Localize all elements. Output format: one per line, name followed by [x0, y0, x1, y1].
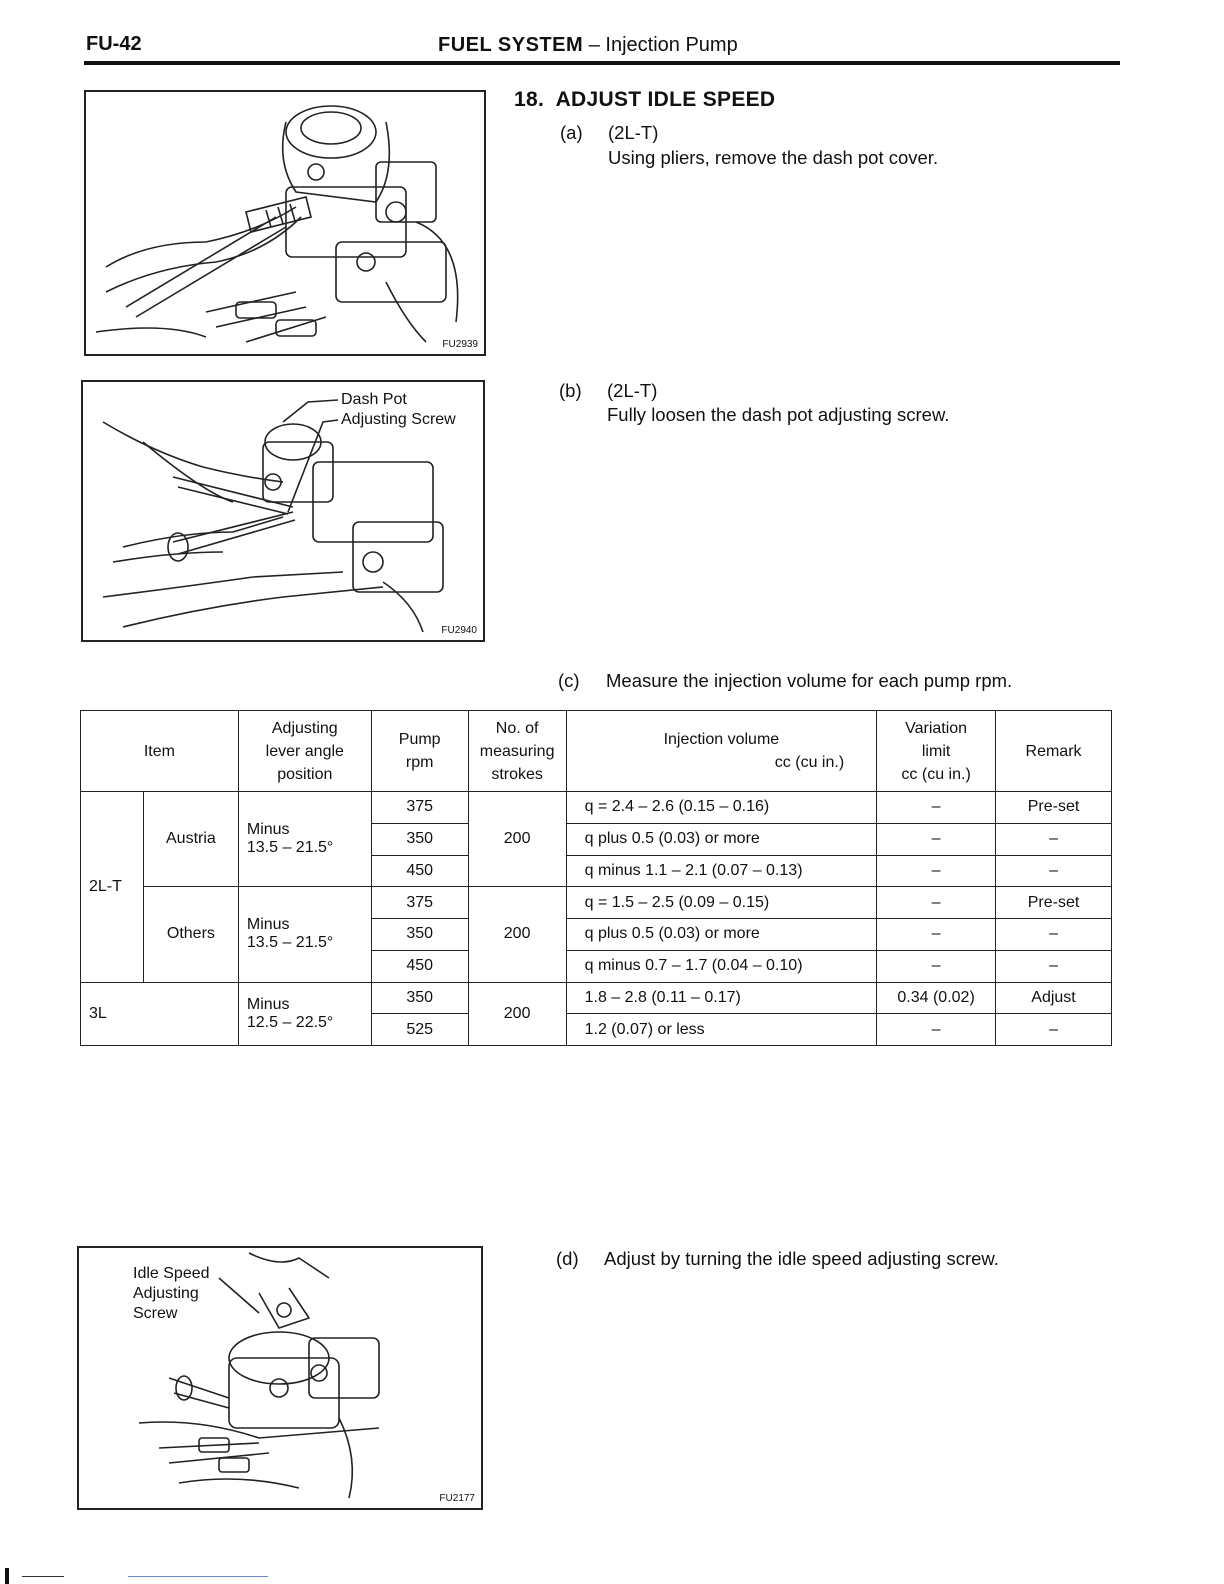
dash-pot-label-line2: Adjusting Screw — [341, 411, 456, 428]
variation-cell: – — [877, 855, 996, 887]
remark-cell: Adjust — [996, 982, 1112, 1014]
variation-cell: – — [877, 792, 996, 824]
header-variation-line3: cc (cu in.) — [901, 765, 971, 783]
idle-screw-label — [133, 1264, 210, 1324]
model-3l: 3L — [81, 982, 239, 1046]
header-volume-line2: cc (cu in.) — [774, 754, 845, 771]
remark-cell: – — [996, 823, 1112, 855]
remark-cell: – — [996, 855, 1112, 887]
rpm-cell: 375 — [371, 887, 468, 919]
header-strokes-line2: measuring — [479, 742, 555, 760]
substep-c-text: Measure the injection volume for each pump rpm. — [606, 670, 1013, 691]
table-row — [81, 982, 1112, 1014]
substep-a-model: (2L-T) — [608, 122, 659, 143]
title-dash: – — [588, 34, 600, 56]
substep-d-text: Adjust by turning the idle speed adjusting screw. — [604, 1248, 999, 1269]
header-injection-volume — [566, 711, 877, 792]
dash-pot-label — [341, 390, 456, 430]
pump-pliers-illustration — [86, 92, 484, 354]
volume-cell: q plus 0.5 (0.03) or more — [566, 823, 877, 855]
remark-cell: – — [996, 950, 1112, 982]
remark-cell: – — [996, 1014, 1112, 1046]
figure-idle-speed-screw — [77, 1246, 483, 1510]
strokes-austria: 200 — [468, 792, 566, 887]
rpm-cell: 350 — [371, 823, 468, 855]
injection-volume-table — [80, 710, 1112, 1046]
rpm-cell: 450 — [371, 855, 468, 887]
angle-3l — [238, 982, 371, 1046]
volume-cell: q = 2.4 – 2.6 (0.15 – 0.16) — [566, 792, 877, 824]
figure-code: FU2939 — [442, 339, 478, 350]
idle-screw-label-line2: Adjusting — [133, 1285, 199, 1302]
header-pump-rpm — [371, 711, 468, 792]
header-volume-line1: Injection volume — [663, 731, 780, 748]
angle-others-line2: 13.5 – 21.5° — [246, 934, 334, 952]
remark-cell: – — [996, 919, 1112, 951]
angle-austria — [238, 792, 371, 887]
remark-cell: Pre-set — [996, 887, 1112, 919]
figure-code: FU2940 — [441, 625, 477, 636]
substep-a-text: Using pliers, remove the dash pot cover. — [608, 147, 939, 168]
volume-cell: q minus 0.7 – 1.7 (0.04 – 0.10) — [566, 950, 877, 982]
variation-cell: – — [877, 950, 996, 982]
strokes-others: 200 — [468, 887, 566, 982]
rpm-cell: 350 — [371, 982, 468, 1014]
scan-line-blue — [128, 1576, 268, 1577]
idle-screw-label-line1: Idle Speed — [133, 1265, 210, 1282]
header-strokes — [468, 711, 566, 792]
variation-cell: – — [877, 919, 996, 951]
angle-austria-line2: 13.5 – 21.5° — [246, 839, 334, 857]
variation-cell: – — [877, 1014, 996, 1046]
header-strokes-line1: No. of — [495, 719, 539, 737]
rpm-cell: 450 — [371, 950, 468, 982]
substep-a-letter: (a) — [560, 122, 583, 143]
header-variation-line2: limit — [921, 742, 951, 760]
substep-b-model: (2L-T) — [607, 380, 658, 401]
header-rpm-line1: Pump — [398, 731, 441, 748]
dash-pot-label-line1: Dash Pot — [341, 391, 407, 408]
header-rpm-line2: rpm — [405, 754, 434, 771]
step-number: 18. — [514, 88, 545, 111]
angle-austria-line1: Minus — [246, 821, 290, 839]
figure-dash-pot-screw — [81, 380, 485, 642]
table-header-row — [81, 711, 1112, 792]
header-item: Item — [81, 711, 239, 792]
page-number: FU-42 — [86, 33, 142, 55]
rpm-cell: 525 — [371, 1014, 468, 1046]
sub-austria: Austria — [143, 792, 238, 887]
substep-b-letter: (b) — [559, 380, 582, 401]
header-variation-line1: Variation — [905, 719, 968, 737]
substep-c-letter: (c) — [558, 670, 580, 691]
angle-others — [238, 887, 371, 982]
volume-cell: q = 1.5 – 2.5 (0.09 – 0.15) — [566, 887, 877, 919]
volume-cell: 1.2 (0.07) or less — [566, 1014, 877, 1046]
rpm-cell: 375 — [371, 792, 468, 824]
volume-cell: 1.8 – 2.8 (0.11 – 0.17) — [566, 982, 877, 1014]
header-strokes-line3: strokes — [491, 765, 543, 783]
substep-b-text: Fully loosen the dash pot adjusting screw. — [607, 404, 950, 425]
scan-mark — [5, 1568, 9, 1584]
header-remark: Remark — [996, 711, 1112, 792]
angle-3l-line2: 12.5 – 22.5° — [246, 1013, 334, 1031]
step-heading — [514, 88, 775, 112]
angle-others-line1: Minus — [246, 916, 290, 934]
header-lever-line1: Adjusting — [271, 719, 338, 737]
remark-cell: Pre-set — [996, 792, 1112, 824]
variation-cell: – — [877, 887, 996, 919]
substep-d-letter: (d) — [556, 1248, 579, 1269]
angle-3l-line1: Minus — [246, 995, 290, 1013]
page-title — [438, 34, 738, 57]
figure-code: FU2177 — [439, 1493, 475, 1504]
rpm-cell: 350 — [371, 919, 468, 951]
variation-cell: 0.34 (0.02) — [877, 982, 996, 1014]
system-name: FUEL SYSTEM — [438, 34, 584, 56]
section-name: Injection Pump — [605, 34, 738, 56]
scan-line — [22, 1576, 64, 1577]
volume-cell: q minus 1.1 – 2.1 (0.07 – 0.13) — [566, 855, 877, 887]
idle-screw-label-line3: Screw — [133, 1305, 178, 1322]
model-2lt: 2L-T — [81, 792, 144, 983]
table-row — [81, 792, 1112, 824]
step-title: ADJUST IDLE SPEED — [555, 88, 776, 111]
figure-pliers-dash-pot — [84, 90, 486, 356]
variation-cell: – — [877, 823, 996, 855]
header-lever-line3: position — [277, 765, 333, 783]
header-rule — [84, 61, 1120, 65]
strokes-3l: 200 — [468, 982, 566, 1046]
header-variation-limit — [877, 711, 996, 792]
header-lever-line2: lever angle — [265, 742, 344, 760]
volume-cell: q plus 0.5 (0.03) or more — [566, 919, 877, 951]
header-lever-angle — [238, 711, 371, 792]
sub-others: Others — [143, 887, 238, 982]
table-row — [81, 887, 1112, 919]
